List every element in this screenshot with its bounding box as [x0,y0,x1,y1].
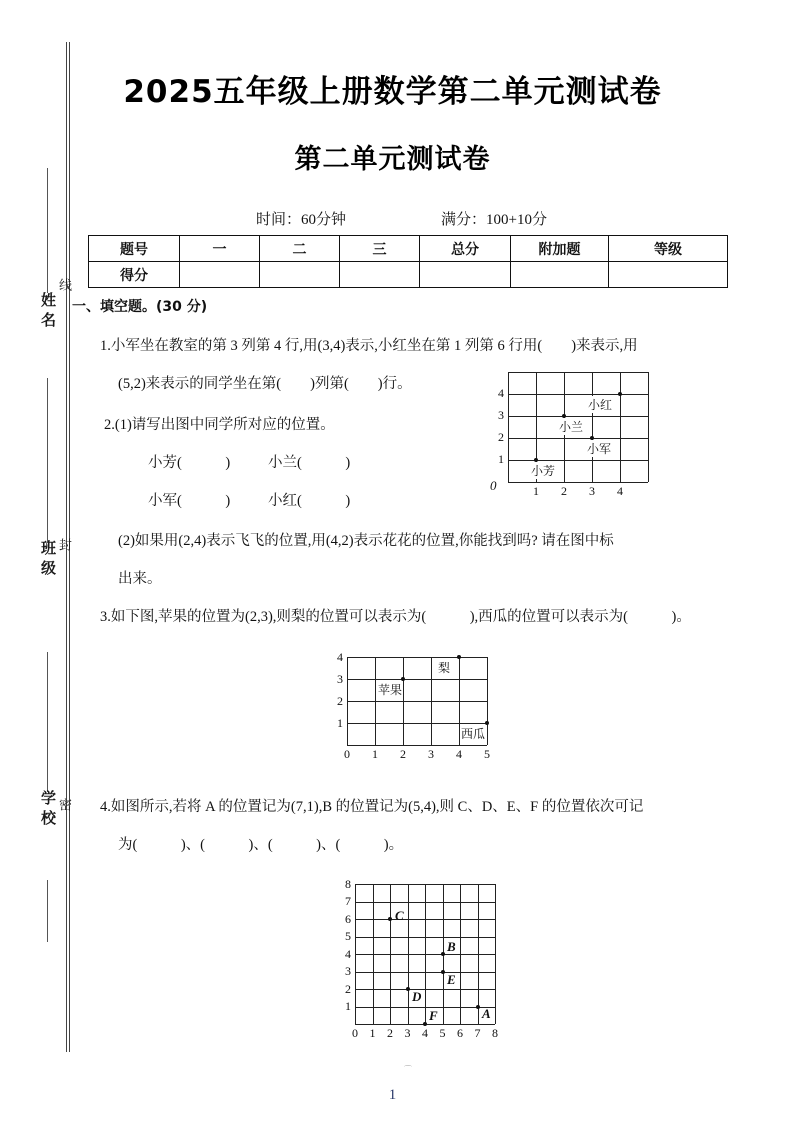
question-2-line-2: (2)如果用(2,4)表示飞飞的位置,用(4,2)表示花花的位置,你能找到吗? 请在图中标 [118,533,614,549]
y-tick-label: 1 [498,452,504,466]
x-tick-label: 2 [400,747,406,761]
data-point [476,1005,480,1009]
x-tick-label: 4 [422,1026,428,1040]
margin-rule-3 [47,652,48,792]
x-tick-label: 5 [439,1026,446,1040]
score-input-cell[interactable] [511,262,609,288]
seal-label-secret: 密 [56,798,71,814]
data-point-label: D [412,989,422,1004]
x-tick-label: 8 [492,1026,498,1040]
x-tick-label: 7 [474,1026,481,1040]
data-point [441,970,445,974]
question-2-blank-xiaojun: 小军( ) [148,493,231,509]
x-tick-label: 1 [533,484,539,498]
score-cell: 得分 [89,262,180,288]
y-tick-label: 6 [345,912,351,926]
chart-fruit-position-grid [337,650,527,767]
x-tick-label: 3 [428,747,434,761]
y-tick-label: 3 [498,408,504,422]
sidebar-label-name: 姓名 [39,292,57,332]
score-cell: 附加题 [511,236,609,262]
score-input-cell[interactable] [609,262,728,288]
chart-classroom-seat-grid [490,372,668,502]
question-1-line-1: 1.小军坐在教室的第 3 列第 4 行,用(3,4)表示,小红坐在第 1 列第 6 行用( )来表示,用 [100,338,638,354]
x-tick-label: 5 [484,747,490,761]
margin-rule-1 [47,168,48,293]
data-point [423,1022,427,1026]
question-2-line-1: 2.(1)请写出图中同学所对应的位置。 [104,417,335,433]
y-tick-label: 2 [498,430,504,444]
x-tick-label: 4 [456,747,462,761]
question-2-blank-xiaohong: 小红( ) [268,493,351,509]
question-2-line-3: 出来。 [118,571,162,587]
margin-rule-2 [47,378,48,543]
question-4-line-2: 为( )、( )、( )、( )。 [118,837,404,853]
y-tick-label: 1 [337,716,343,730]
data-point-label: 小芳 [531,464,556,478]
data-point-label: 苹果 [378,683,403,697]
score-input-cell[interactable] [340,262,420,288]
data-point-label: E [447,972,456,987]
exam-total-score: 满分：100+10分 [441,212,547,228]
score-cell: 等级 [609,236,728,262]
x-tick-label: 3 [404,1026,411,1040]
score-cell: 题号 [89,236,180,262]
data-point [618,392,622,396]
x-tick-label: 0 [344,747,350,761]
page-number: 1 [388,1087,397,1103]
x-tick-label: 2 [387,1026,393,1040]
x-tick-label: 2 [561,484,567,498]
question-1-line-2: (5,2)来表示的同学坐在第( )列第( )行。 [118,376,412,392]
x-tick-label: 4 [617,484,623,498]
seal-label-seal: 封 [56,538,71,554]
y-tick-label: 3 [345,964,351,978]
data-point-label: 小红 [588,398,613,412]
y-tick-label: 2 [345,982,351,996]
data-point-label: 小兰 [559,420,584,434]
margin-rule-4 [47,880,48,942]
table-row-header [89,236,728,262]
chart-letter-point-grid [345,877,545,1044]
scan-artifact: ⌒ [404,1065,412,1074]
score-input-cell[interactable] [260,262,340,288]
question-2-blank-xiaolan: 小兰( ) [268,455,351,471]
data-point-label: B [447,939,456,954]
exam-duration: 时间：60分钟 [256,212,347,228]
y-tick-label: 4 [345,947,351,961]
data-point [406,987,410,991]
data-point [441,952,445,956]
y-tick-label: 8 [345,877,351,891]
y-tick-label: 4 [498,386,504,400]
score-table [88,235,728,288]
data-point [457,655,461,659]
data-point-label: F [429,1008,438,1023]
x-tick-label: 1 [369,1026,376,1040]
score-cell: 一 [180,236,260,262]
data-point-label: 梨 [438,661,451,675]
question-4-line-1: 4.如图所示,若将 A 的位置记为(7,1),B 的位置记为(5,4),则 C、D、E、F 的位置依次可记 [100,799,644,815]
page-title: 2025五年级上册数学第二单元测试卷 [123,74,662,110]
x-tick-label: 6 [457,1026,463,1040]
sidebar-label-class: 班级 [39,540,57,580]
sidebar-label-school: 学校 [39,790,57,830]
score-cell: 总分 [420,236,511,262]
y-tick-label: 7 [345,894,351,908]
table-row-score [89,262,728,288]
score-cell: 二 [260,236,340,262]
data-point [388,917,392,921]
data-point-label: A [482,1006,491,1021]
score-input-cell[interactable] [420,262,511,288]
page-subtitle: 第二单元测试卷 [294,144,491,175]
y-tick-label: 1 [345,999,351,1013]
data-point-label: C [395,908,404,923]
score-input-cell[interactable] [180,262,260,288]
y-tick-label: 5 [345,929,351,943]
y-tick-label: 4 [337,650,343,664]
question-2-blank-xiaofang: 小芳( ) [148,455,231,471]
y-tick-label: 2 [337,694,343,708]
y-tick-label-origin: 0 [490,478,497,493]
data-point-label: 小军 [587,442,612,456]
score-cell: 三 [340,236,420,262]
x-tick-label: 0 [352,1026,358,1040]
x-tick-label: 3 [589,484,595,498]
data-point-label: 西瓜 [461,727,486,741]
x-tick-label: 1 [372,747,378,761]
section-heading-fill-in-blank: 一、填空题。(30 分) [72,299,208,315]
y-tick-label: 3 [337,672,343,686]
seal-label-line: 线 [56,278,71,294]
question-3-line-1: 3.如下图,苹果的位置为(2,3),则梨的位置可以表示为( ),西瓜的位置可以表示为( )。 [100,609,691,625]
